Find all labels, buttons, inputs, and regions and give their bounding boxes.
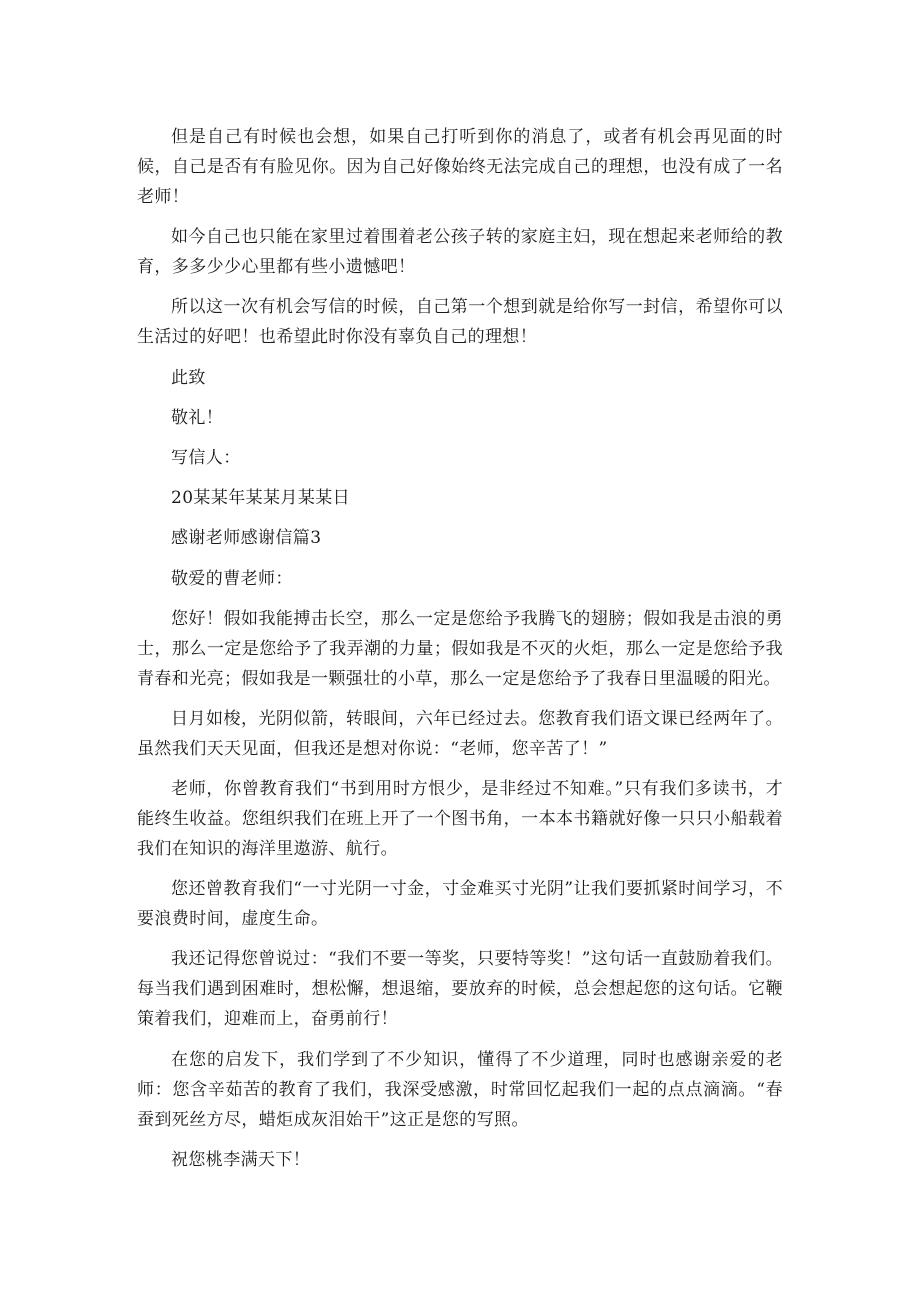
paragraph: 所以这一次有机会写信的时候，自己第一个想到就是给你写一封信，希望你可以生活过的好吧！也希望此时你没有辜负自己的理想！ — [137, 297, 783, 348]
paragraph: 在您的启发下，我们学到了不少知识，懂得了不少道理，同时也感谢亲爱的老师：您含辛茹苦的教育了我们，我深受感激，时常回忆起我们一起的点点滴滴。“春蚕到死丝方尽，蜡炬成灰泪始干”这正是您的写照。 — [137, 1049, 783, 1130]
paragraph: 但是自己有时候也会想，如果自己打听到你的消息了，或者有机会再见面的时候，自己是否有有脸见你。因为自己好像始终无法完成自己的理想，也没有成了一名老师！ — [137, 127, 783, 207]
paragraph: 我还记得您曾说过：“我们不要一等奖，只要特等奖！”这句话一直鼓励着我们。每当我们遇到困难时，想松懈，想退缩，要放弃的时候，总会想起您的这句话。它鞭策着我们，迎难而上，奋勇前行！ — [137, 949, 783, 1030]
paragraph: 日月如梭，光阴似箭，转眼间，六年已经过去。您教育我们语文课已经两年了。虽然我们天天见面，但我还是想对你说：“老师，您辛苦了！” — [137, 708, 783, 759]
paragraph: 如今自己也只能在家里过着围着老公孩子转的家庭主妇，现在想起来老师给的教育，多多少少心里都有些小遗憾吧！ — [137, 227, 783, 278]
paragraph: 老师，你曾教育我们“书到用时方恨少，是非经过不知难。”只有我们多读书，才能终生收益。您组织我们在班上开了一个图书角，一本本书籍就好像一只只小船载着我们在知识的海洋里遨游、航行。 — [137, 779, 783, 860]
document-body — [137, 122, 783, 1185]
signature-label: 写信人： — [171, 447, 241, 468]
paragraph: 您好！假如我能搏击长空，那么一定是您给予我腾飞的翅膀；假如我是击浪的勇士，那么一定是您给予了我弄潮的力量；假如我是不灭的火炬，那么一定是您给予我青春和光亮；假如我是一颗强壮的小草，那么一定是您给予了我春日里温暖的阳光。 — [137, 608, 783, 689]
greeting: 敬爱的曹老师： — [171, 568, 293, 589]
section-title: 感谢老师感谢信篇3 — [171, 528, 322, 549]
closing-salutation: 此致 — [171, 367, 206, 388]
closing-wish: 祝您桃李满天下！ — [171, 1149, 311, 1170]
letter-date: 20某某年某某月某某日 — [171, 488, 351, 509]
paragraph: 您还曾教育我们“一寸光阴一寸金，寸金难买寸光阴”让我们要抓紧时间学习，不要浪费时间，虚度生命。 — [137, 879, 783, 930]
closing-regards: 敬礼！ — [171, 407, 224, 428]
